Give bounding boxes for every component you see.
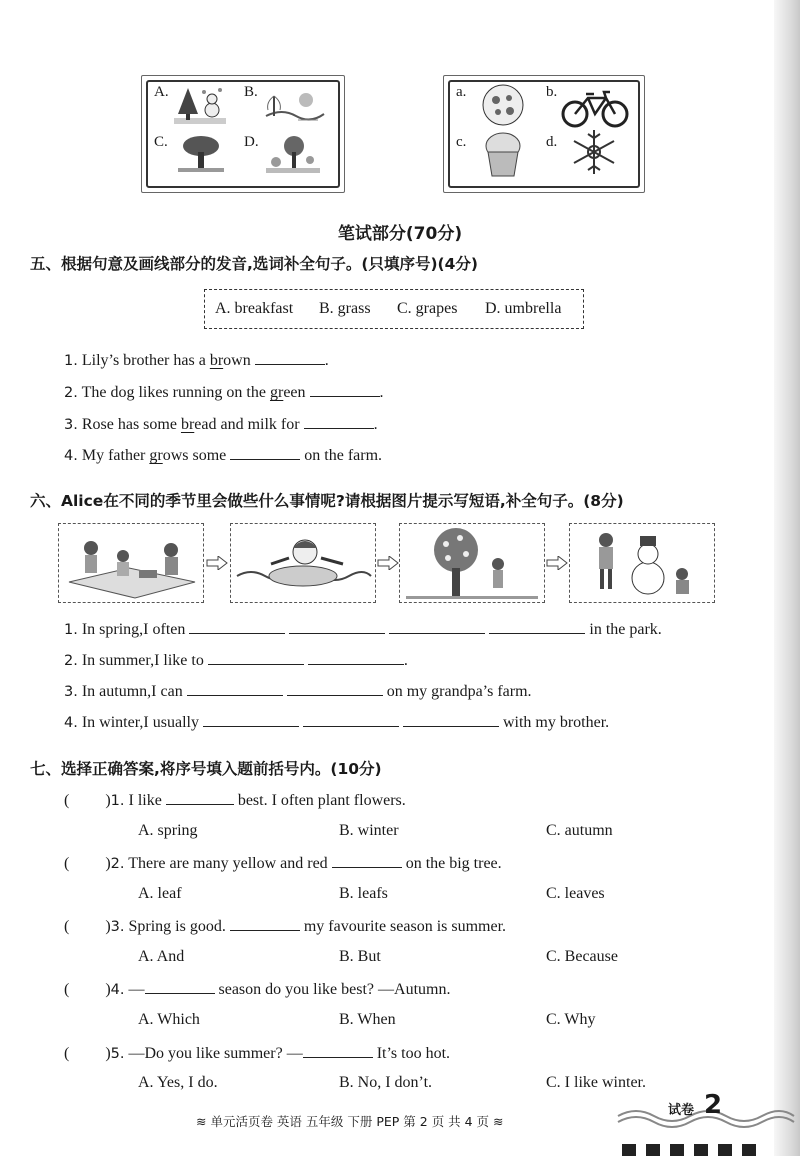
footer-text: ≋ 单元活页卷 英语 五年级 下册 PEP 第 2 页 共 4 页 ≋ bbox=[196, 1114, 504, 1129]
scene-snowman bbox=[569, 523, 715, 603]
answer-blank[interactable] bbox=[389, 619, 485, 634]
s5-item-4: 4. My father grows some on the farm. bbox=[64, 447, 383, 464]
s7-question-4: ( )4. — season do you like best? —Autumn. bbox=[64, 981, 451, 998]
answer-paren[interactable] bbox=[69, 980, 105, 994]
option-b[interactable]: B. But bbox=[339, 948, 381, 965]
s6-item-1: 1. In spring,I often in the park. bbox=[64, 621, 662, 638]
s5-item-3: 3. Rose has some bread and milk for . bbox=[64, 416, 378, 433]
answer-blank[interactable] bbox=[203, 712, 299, 727]
answer-paren[interactable] bbox=[69, 1044, 105, 1058]
s7-question-5: ( )5. —Do you like summer? — It’s too hot. bbox=[64, 1045, 451, 1062]
option-a[interactable]: A. spring bbox=[138, 822, 198, 839]
scene-picnic bbox=[58, 523, 204, 603]
autumn-scene-icon bbox=[264, 134, 322, 176]
s6-item-4: 4. In winter,I usually with my brother. bbox=[64, 714, 610, 731]
option-label: d. bbox=[546, 134, 558, 150]
bicycle-icon bbox=[560, 88, 630, 128]
snowflake-icon bbox=[570, 128, 618, 176]
answer-paren[interactable] bbox=[69, 917, 105, 931]
answer-blank[interactable] bbox=[145, 979, 215, 994]
footer-badge-number: 2 bbox=[704, 1090, 723, 1120]
choice-d: D. umbrella bbox=[485, 300, 562, 317]
answer-blank[interactable] bbox=[230, 445, 300, 460]
bread-plate-icon bbox=[478, 82, 528, 128]
written-part-title: 笔试部分(70分) bbox=[337, 224, 463, 244]
answer-blank[interactable] bbox=[287, 681, 383, 696]
answer-blank[interactable] bbox=[303, 1043, 373, 1058]
answer-blank[interactable] bbox=[289, 619, 385, 634]
scene-apple-picking bbox=[399, 523, 545, 603]
answer-blank[interactable] bbox=[166, 790, 234, 805]
answer-blank[interactable] bbox=[304, 414, 374, 429]
option-label: a. bbox=[456, 84, 467, 100]
scene-swimming bbox=[230, 523, 376, 603]
s7-question-3: ( )3. Spring is good. my favourite season is summer. bbox=[64, 918, 507, 935]
word-choice-box bbox=[204, 289, 584, 329]
s6-item-2: 2. In summer,I like to . bbox=[64, 652, 408, 669]
answer-blank[interactable] bbox=[403, 712, 499, 727]
section7-title: 七、选择正确答案,将序号填入题前括号内。(10分) bbox=[30, 760, 382, 778]
picnic-scene-icon bbox=[59, 524, 203, 602]
option-b[interactable]: B. No, I don’t. bbox=[339, 1074, 433, 1091]
ice-cream-icon bbox=[480, 130, 526, 178]
option-c[interactable]: C. Why bbox=[546, 1011, 596, 1028]
swimming-scene-icon bbox=[231, 524, 375, 602]
option-c[interactable]: C. autumn bbox=[546, 822, 613, 839]
answer-blank[interactable] bbox=[230, 916, 300, 931]
answer-blank[interactable] bbox=[255, 350, 325, 365]
spring-scene-icon bbox=[262, 86, 326, 126]
s7-question-2: ( )2. There are many yellow and red on the big tree. bbox=[64, 855, 502, 872]
s7-question-1: ( )1. I like best. I often plant flowers. bbox=[64, 792, 406, 809]
arrow-icon bbox=[206, 556, 228, 570]
section6-title: 六、Alice在不同的季节里会做些什么事情呢?请根据图片提示写短语,补全句子。(8分) bbox=[30, 492, 624, 510]
option-label: b. bbox=[546, 84, 558, 100]
section5-title: 五、根据句意及画线部分的发音,选词补全句子。(只填序号)(4分) bbox=[30, 255, 479, 273]
option-label: A. bbox=[154, 84, 169, 100]
arrow-icon bbox=[377, 556, 399, 570]
option-a[interactable]: A. And bbox=[138, 948, 185, 965]
option-a[interactable]: A. Yes, I do. bbox=[138, 1074, 218, 1091]
winter-scene-icon bbox=[172, 84, 228, 126]
option-c[interactable]: C. Because bbox=[546, 948, 618, 965]
page-edge-shadow bbox=[774, 0, 800, 1156]
answer-blank[interactable] bbox=[189, 619, 285, 634]
summer-tree-icon bbox=[174, 132, 228, 176]
option-c[interactable]: C. leaves bbox=[546, 885, 605, 902]
answer-blank[interactable] bbox=[187, 681, 283, 696]
option-label: B. bbox=[244, 84, 258, 100]
apple-picking-scene-icon bbox=[400, 524, 544, 602]
choice-b: B. grass bbox=[319, 300, 371, 317]
option-label: D. bbox=[244, 134, 259, 150]
answer-paren[interactable] bbox=[69, 854, 105, 868]
answer-blank[interactable] bbox=[303, 712, 399, 727]
s5-item-2: 2. The dog likes running on the green . bbox=[64, 384, 384, 401]
option-c[interactable]: C. I like winter. bbox=[546, 1074, 646, 1091]
answer-blank[interactable] bbox=[308, 650, 404, 665]
option-b[interactable]: B. When bbox=[339, 1011, 396, 1028]
option-a[interactable]: A. leaf bbox=[138, 885, 182, 902]
picture-box-left bbox=[146, 80, 340, 188]
s5-item-1: 1. Lily’s brother has a brown . bbox=[64, 352, 329, 369]
answer-blank[interactable] bbox=[489, 619, 585, 634]
option-b[interactable]: B. winter bbox=[339, 822, 399, 839]
option-b[interactable]: B. leafs bbox=[339, 885, 388, 902]
option-a[interactable]: A. Which bbox=[138, 1011, 200, 1028]
picture-box-right bbox=[448, 80, 640, 188]
s6-item-3: 3. In autumn,I can on my grandpa’s farm. bbox=[64, 683, 532, 700]
snowman-scene-icon bbox=[570, 524, 714, 602]
footer-badge-label: 试卷 bbox=[668, 1103, 695, 1118]
answer-blank[interactable] bbox=[208, 650, 304, 665]
choice-a: A. breakfast bbox=[215, 300, 294, 317]
arrow-icon bbox=[546, 556, 568, 570]
choice-c: C. grapes bbox=[397, 300, 458, 317]
option-label: C. bbox=[154, 134, 168, 150]
answer-paren[interactable] bbox=[69, 791, 105, 805]
answer-blank[interactable] bbox=[310, 382, 380, 397]
answer-blank[interactable] bbox=[332, 853, 402, 868]
option-label: c. bbox=[456, 134, 467, 150]
